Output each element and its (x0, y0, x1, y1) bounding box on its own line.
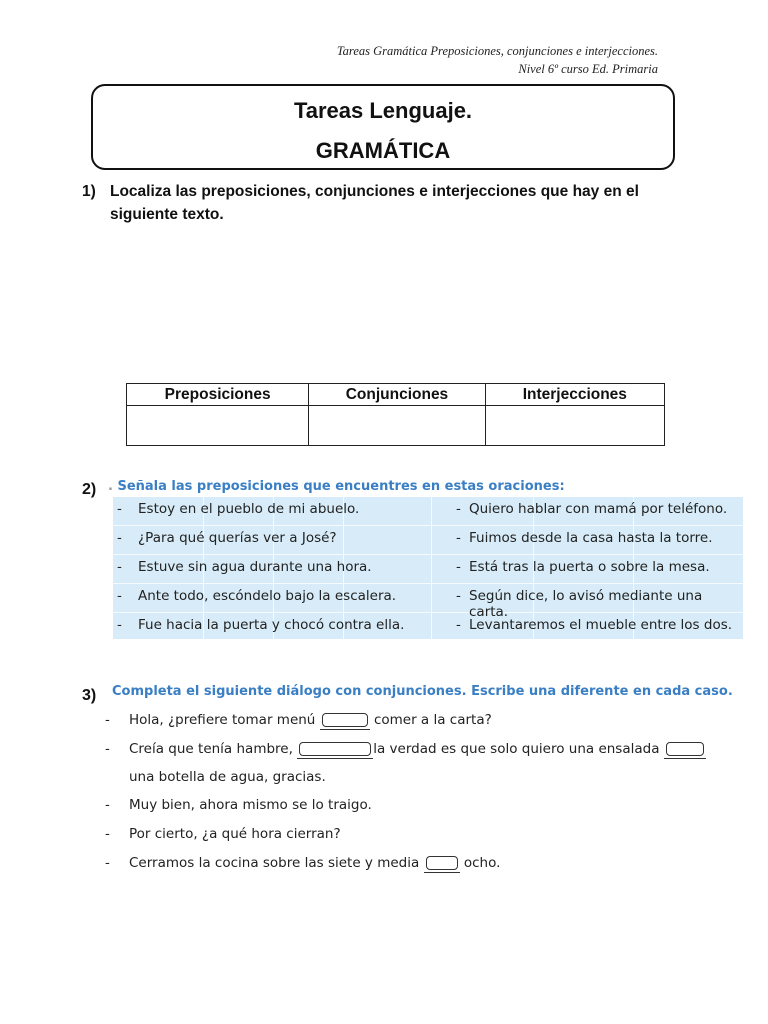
answer-blank[interactable] (666, 742, 704, 756)
dialogue-text: ocho. (463, 855, 501, 871)
table-cell-conjunciones[interactable] (309, 406, 485, 446)
sentence-row: - Estoy en el pueblo de mi abuelo. - Quiero hablar con mamá por teléfono. (117, 501, 728, 517)
table-header-interjecciones: Interjecciones (485, 384, 664, 406)
question-1 (82, 180, 682, 226)
dialogue-text: Hola, ¿prefiere tomar menú (129, 712, 316, 728)
title-line-1: Tareas Lenguaje. (293, 98, 473, 123)
sentence-left[interactable]: ¿Para qué querías ver a José? (138, 530, 337, 546)
sentence-row: - Ante todo, escóndelo bajo la escalera. - Según dice, lo avisó mediante una carta. (113, 584, 743, 612)
question-2-number: 2) (82, 481, 97, 498)
dialogue-text: Por cierto, ¿a qué hora cierran? (129, 826, 341, 842)
title-line-2: GRAMÁTICA (315, 138, 451, 163)
answer-blank[interactable] (426, 856, 458, 870)
sentence-left[interactable]: Fue hacia la puerta y chocó contra ella. (138, 617, 405, 633)
dialogue-text: la verdad es que solo quiero una ensalada (373, 741, 660, 757)
dialogue-text: una botella de agua, gracias. (129, 769, 326, 785)
sentence-right[interactable]: Según dice, lo avisó mediante una carta. (469, 588, 703, 620)
title-box (91, 84, 675, 170)
sentence-row: - Fue hacia la puerta y chocó contra ella. - Levantaremos el mueble entre los dos. (117, 617, 733, 633)
question-2-title-text: Señala las preposiciones que encuentres en estas oraciones: (117, 479, 565, 494)
header-line-1: Tareas Gramática Preposiciones, conjunciones e interjecciones. (336, 44, 658, 58)
sentence-left[interactable]: Estuve sin agua durante una hora. (138, 559, 372, 575)
sentence-right[interactable]: Quiero hablar con mamá por teléfono. (469, 501, 728, 517)
sentence-left[interactable]: Estoy en el pueblo de mi abuelo. (138, 501, 360, 517)
sentence-row: - ¿Para qué querías ver a José? - Fuimos desde la casa hasta la torre. (117, 530, 713, 546)
dialogue-text: Creía que tenía hambre, (129, 741, 293, 757)
sentence-right[interactable]: Está tras la puerta o sobre la mesa. (469, 559, 710, 575)
question-3-number: 3) (82, 687, 97, 704)
sentences-box (113, 497, 743, 639)
question-1-text: Localiza las preposiciones, conjunciones e interjecciones que hay en el siguiente texto. (110, 183, 639, 223)
header-line-2: Nivel 6º curso Ed. Primaria (518, 62, 658, 76)
sentence-row: - Estuve sin agua durante una hora. - Está tras la puerta o sobre la mesa. (117, 559, 710, 575)
question-3-title: Completa el siguiente diálogo con conjunciones. Escribe una diferente en cada caso. (112, 684, 733, 699)
answer-blank[interactable] (322, 713, 368, 727)
header-note (337, 42, 658, 78)
table-header-conjunciones: Conjunciones (309, 384, 485, 406)
sentence-left[interactable]: Ante todo, escóndelo bajo la escalera. (138, 588, 397, 604)
table-cell-interjecciones[interactable] (485, 406, 664, 446)
categories-table (126, 383, 665, 446)
sentence-right[interactable]: Fuimos desde la casa hasta la torre. (469, 530, 713, 546)
answer-blank[interactable] (299, 742, 371, 756)
table-cell-preposiciones[interactable] (127, 406, 309, 446)
question-2-title: . Señala las preposiciones que encuentres en estas oraciones: (108, 479, 565, 494)
table-header-preposiciones: Preposiciones (127, 384, 309, 406)
dialogue-text: Muy bien, ahora mismo se lo traigo. (129, 797, 372, 813)
question-1-number: 1) (82, 183, 96, 200)
dialogue-text: Cerramos la cocina sobre las siete y media (129, 855, 420, 871)
dialogue-text: comer a la carta? (373, 712, 492, 728)
sentence-right[interactable]: Levantaremos el mueble entre los dos. (469, 617, 733, 633)
